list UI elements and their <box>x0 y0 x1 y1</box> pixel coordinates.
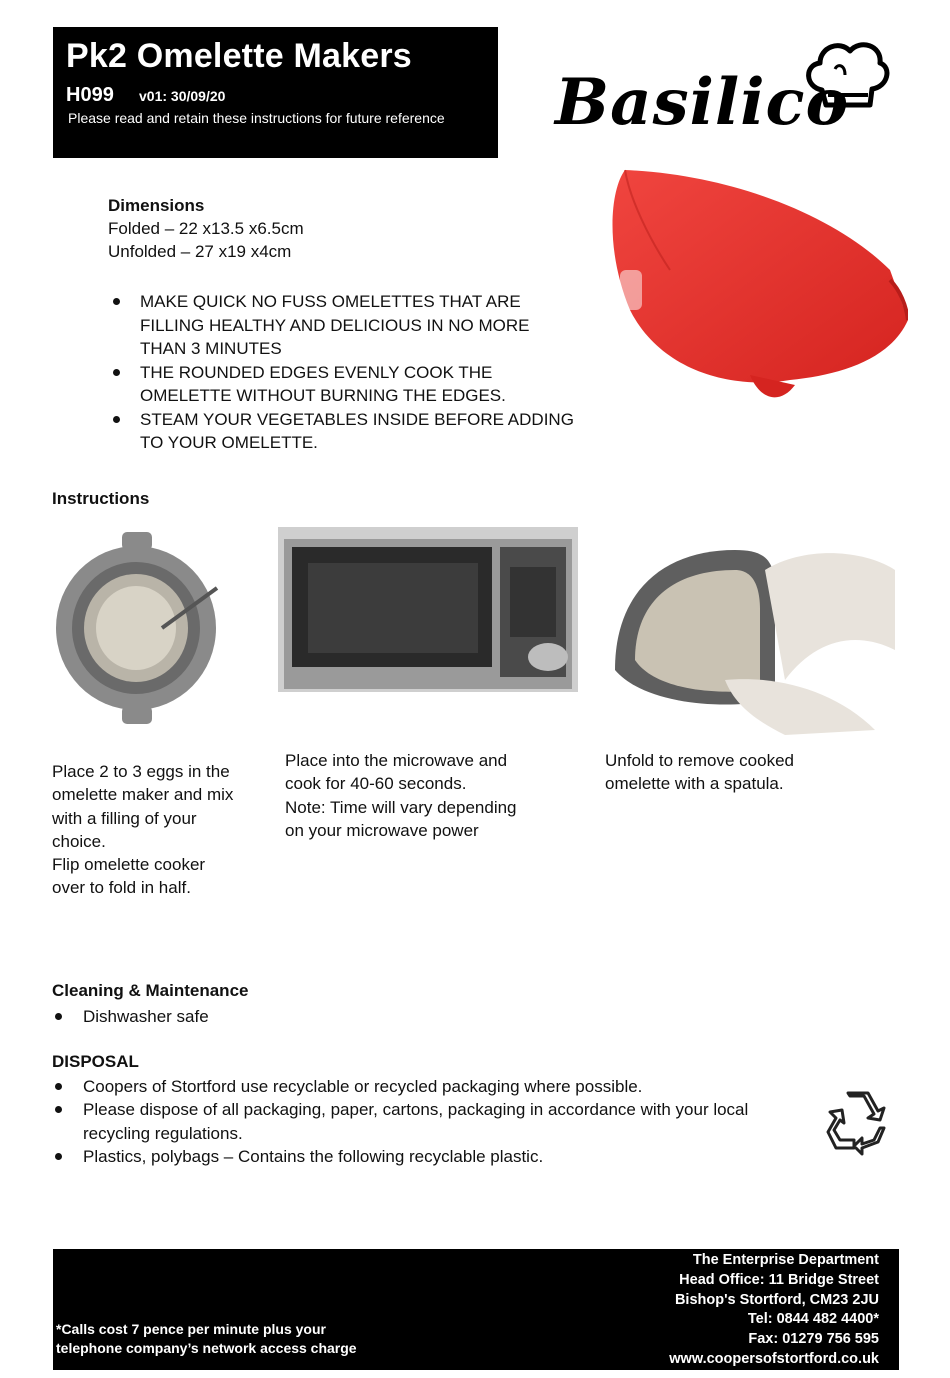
list-item: Dishwasher safe <box>52 1005 652 1028</box>
step1-text: Place 2 to 3 eggs in the omelette maker and mix with a filling of your choice. Flip omelette cooker over to fold in half. <box>52 762 234 898</box>
list-item: Plastics, polybags – Contains the following recyclable plastic. <box>52 1145 772 1168</box>
list-item: THE ROUNDED EDGES EVENLY COOK THE OMELETTE WITHOUT BURNING THE EDGES. <box>108 361 578 408</box>
step1-image <box>52 528 224 736</box>
version-label: v01: 30/09/20 <box>139 88 226 104</box>
page-title: Pk2 Omelette Makers <box>66 37 412 75</box>
unfolded-dimensions: Unfolded – 27 x19 x4cm <box>108 242 292 261</box>
step3-text: Unfold to remove cooked omelette with a spatula. <box>605 751 794 794</box>
cleaning-heading: Cleaning & Maintenance <box>52 981 249 1000</box>
list-item: MAKE QUICK NO FUSS OMELETTES THAT ARE FILLING HEALTHY AND DELICIOUS IN NO MORE THAN 3 MINUTES <box>108 290 578 361</box>
website-link[interactable]: www.coopersofstortford.co.uk <box>669 1350 879 1367</box>
step3-image <box>605 530 900 740</box>
list-item: Please dispose of all packaging, paper, cartons, packaging in accordance with your local recycling regulations. <box>52 1098 772 1145</box>
recycle-icon <box>822 1088 892 1158</box>
chef-hat-icon <box>800 35 890 115</box>
step2-image <box>278 527 578 692</box>
retain-note: Please read and retain these instructions for future reference <box>68 110 445 126</box>
disposal-list <box>52 1075 772 1168</box>
fax-number: Fax: 01279 756 595 <box>748 1331 879 1348</box>
call-cost-note: *Calls cost 7 pence per minute plus your telephone company’s network access charge <box>56 1321 357 1356</box>
footer-banner <box>53 1249 899 1370</box>
dimensions-heading: Dimensions <box>108 196 205 215</box>
step2-text: Place into the microwave and cook for 40-60 seconds. Note: Time will vary depending on your microwave power <box>285 751 517 840</box>
head-office: Head Office: 11 Bridge Street <box>679 1271 879 1288</box>
list-item: STEAM YOUR VEGETABLES INSIDE BEFORE ADDING TO YOUR OMELETTE. <box>108 408 578 455</box>
brand-logo: Basilico <box>555 65 850 140</box>
instructions-heading: Instructions <box>52 489 150 508</box>
department-name: The Enterprise Department <box>692 1252 879 1268</box>
product-code: H099 <box>66 84 114 106</box>
cleaning-list <box>52 1005 652 1028</box>
contact-info <box>669 1251 879 1370</box>
folded-dimensions: Folded – 22 x13.5 x6.5cm <box>108 219 304 238</box>
product-image <box>590 160 908 412</box>
phone-number: Tel: 0844 482 4400* <box>747 1311 879 1328</box>
header-banner <box>53 27 498 158</box>
disposal-heading: DISPOSAL <box>52 1052 139 1071</box>
list-item: Coopers of Stortford use recyclable or recycled packaging where possible. <box>52 1075 772 1098</box>
feature-list <box>108 290 578 455</box>
office-town: Bishop's Stortford, CM23 2JU <box>674 1291 879 1308</box>
